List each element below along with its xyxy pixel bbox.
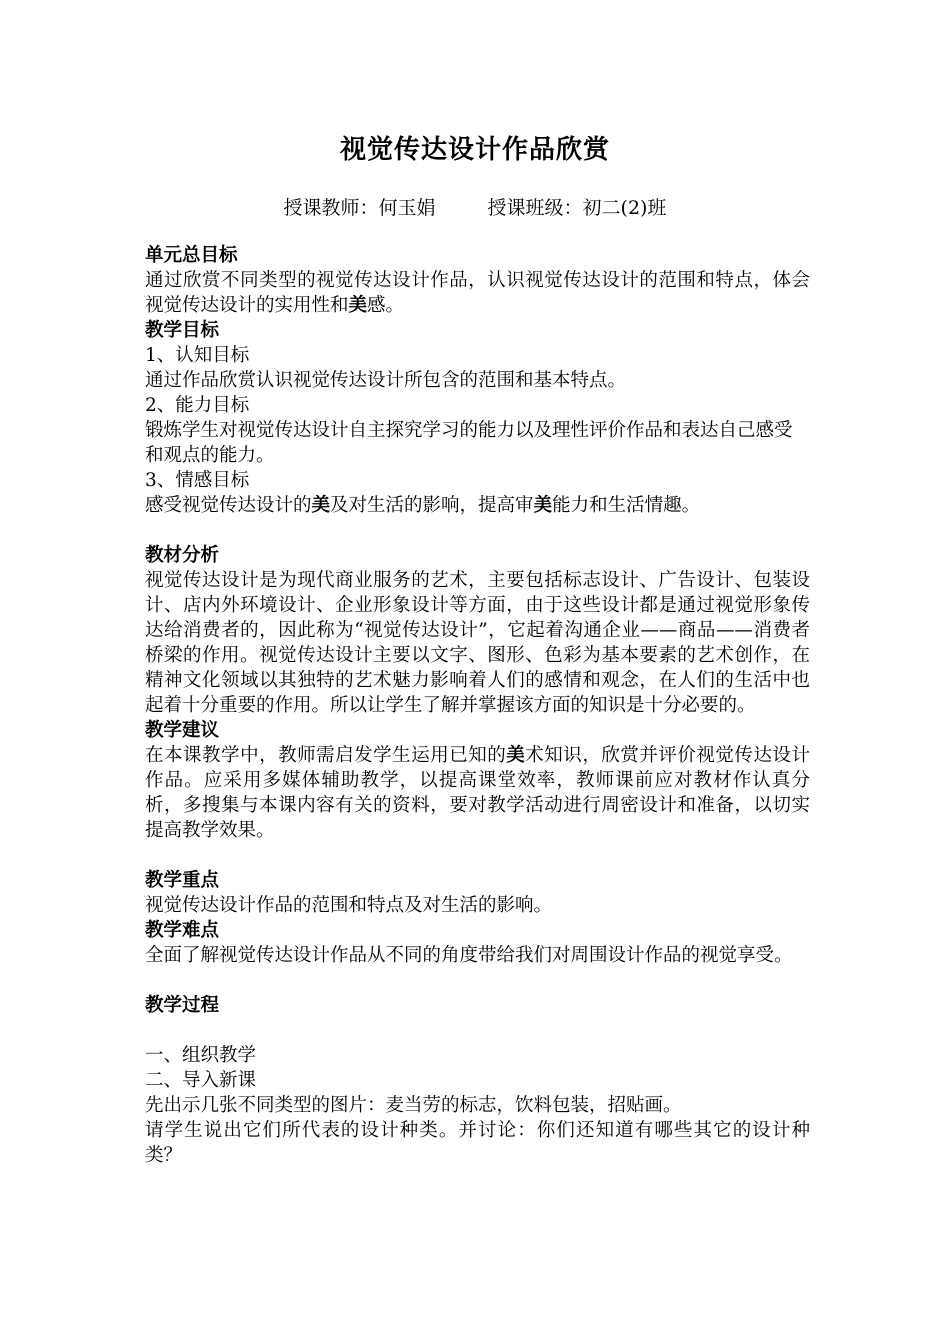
section-heading-suggestion: 教学建议 <box>145 720 220 741</box>
difficulties-text: 全面了解视觉传达设计作品从不同的角度带给我们对周围设计作品的视觉享受。 <box>145 945 793 966</box>
ability-goal-text: 锻炼学生对视觉传达设计自主探究学习的能力以及理性评价作品和表达自己感受和观点的能力。 <box>145 420 793 466</box>
section-heading-unit-goal: 单元总目标 <box>145 245 238 266</box>
key-points-text: 视觉传达设计作品的范围和特点及对生活的影响。 <box>145 895 553 916</box>
teaching-suggestion-text: 在本课教学中，教师需启发学生运用已知的美术知识，欣赏并评价视觉传达设计作品。应采用多媒体辅助教学，以提高课堂效率，教师课前应对教材作认真分析，多搜集与本课内容有关的资料，要对教学活动进行周密设计和准备，以切实提高教学效果。 <box>145 745 810 841</box>
teacher-class-line <box>0 192 950 224</box>
cognitive-goal-text: 通过作品欣赏认识视觉传达设计所包含的范围和基本特点。 <box>145 370 627 391</box>
section-heading-teaching-goals: 教学目标 <box>145 320 220 341</box>
document-title: 视觉传达设计作品欣赏 <box>339 135 610 165</box>
section-heading-process: 教学过程 <box>145 995 220 1016</box>
process-step-organize: 一、组织教学 <box>145 1045 257 1066</box>
cognitive-goal-label: 1、认知目标 <box>145 345 250 366</box>
process-line-show-images: 先出示几张不同类型的图片：麦当劳的标志，饮料包装，招贴画。 <box>145 1095 682 1116</box>
unit-goal-text: 通过欣赏不同类型的视觉传达设计作品，认识视觉传达设计的范围和特点，体会视觉传达设计的实用性和美感。 <box>145 270 810 316</box>
teacher-name: 授课教师：何玉娟 <box>283 197 436 219</box>
emotion-goal-text: 感受视觉传达设计的美及对生活的影响，提高审美能力和生活情趣。 <box>145 495 701 516</box>
section-heading-material: 教材分析 <box>145 545 220 566</box>
process-step-intro: 二、导入新课 <box>145 1070 257 1091</box>
class-info: 授课班级：初二(2)班 <box>487 197 667 219</box>
document-body <box>145 243 810 1168</box>
section-heading-key-points: 教学重点 <box>145 870 220 891</box>
section-heading-difficulties: 教学难点 <box>145 920 220 941</box>
emotion-goal-label: 3、情感目标 <box>145 470 250 491</box>
ability-goal-label: 2、能力目标 <box>145 395 250 416</box>
process-line-discussion: 请学生说出它们所代表的设计种类。并讨论：你们还知道有哪些其它的设计种类？ <box>145 1120 810 1166</box>
material-analysis-text: 视觉传达设计是为现代商业服务的艺术，主要包括标志设计、广告设计、包装设计、店内外环境设计、企业形象设计等方面，由于这些设计都是通过视觉形象传达给消费者的，因此称为“视觉传达设计”，它起着沟通企业——商品——消费者桥梁的作用。视觉传达设计主要以文字、图形、色彩为基本要素的艺术创作，在精神文化领域以其独特的艺术魅力影响着人们的感情和观念，在人们的生活中也起着十分重要的作用。所以让学生了解并掌握该方面的知识是十分必要的。 <box>145 570 810 716</box>
